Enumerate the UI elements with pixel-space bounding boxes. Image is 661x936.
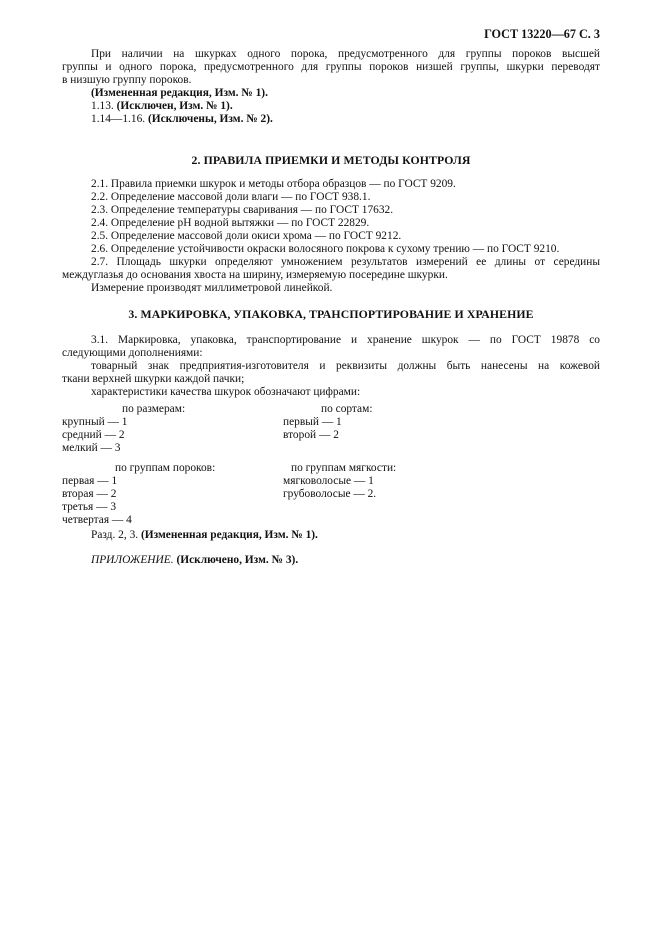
size-item: мелкий — 3 <box>62 442 121 454</box>
intro-line-1: При наличии на шкурках одного порока, предусмотренного для группы пороков высшей <box>91 48 600 60</box>
item-2-4: 2.4. Определение pH водной вытяжки — по ГОСТ 22829. <box>91 217 370 229</box>
page-header: ГОСТ 13220—67 С. 3 <box>484 27 600 41</box>
intro-line-2: группы и одного порока, предусмотренного для группы пороков низшей группы, шкурки переводят <box>62 61 600 73</box>
section-3-body <box>62 334 600 399</box>
appendix-note: ПРИЛОЖЕНИЕ. (Исключено, Изм. № 3). <box>91 554 299 566</box>
item-2-7-line-2: междуглазья до основания хвоста на ширину, измеряемую посередине шкурки. <box>62 269 448 281</box>
size-item: средний — 2 <box>62 429 125 441</box>
sort-item: первый — 1 <box>283 416 342 428</box>
measure-note: Измерение производят миллиметровой линейкой. <box>91 282 333 294</box>
defect-item: первая — 1 <box>62 475 118 487</box>
item-2-2: 2.2. Определение массовой доли влаги — по ГОСТ 938.1. <box>91 191 371 203</box>
quality-intro: характеристики качества шкурок обозначают цифрами: <box>91 386 361 398</box>
defect-item: третья — 3 <box>62 501 117 513</box>
size-item: крупный — 1 <box>62 416 128 428</box>
softness-item: грубоволосые — 2. <box>283 488 377 500</box>
intro-block <box>62 48 600 126</box>
sizes-sorts-table <box>62 403 600 455</box>
section-3-revision: Разд. 2, 3. (Измененная редакция, Изм. № 1). <box>91 529 318 541</box>
item-2-7-line-1: 2.7. Площадь шкурки определяют умножением результатов измерений ее длины от середины <box>91 256 600 268</box>
defects-header: по группам пороков: <box>115 462 216 474</box>
trademark-line-2: ткани верхней шкурки каждой пачки; <box>62 373 245 385</box>
item-2-5: 2.5. Определение массовой доли окиси хрома — по ГОСТ 9212. <box>91 230 402 242</box>
defects-softness-table <box>62 462 600 542</box>
sort-item: второй — 2 <box>283 429 339 441</box>
sizes-header: по размерам: <box>122 403 186 415</box>
section-2-title: 2. ПРАВИЛА ПРИЕМКИ И МЕТОДЫ КОНТРОЛЯ <box>191 153 471 167</box>
softness-header: по группам мягкости: <box>291 462 397 474</box>
section-3-title: 3. МАРКИРОВКА, УПАКОВКА, ТРАНСПОРТИРОВАНИЕ И ХРАНЕНИЕ <box>128 307 534 321</box>
defect-item: вторая — 2 <box>62 488 117 500</box>
softness-item: мягковолосые — 1 <box>283 475 374 487</box>
sorts-header: по сортам: <box>321 403 373 415</box>
document-page <box>62 0 600 936</box>
item-1-13: 1.13. (Исключен, Изм. № 1). <box>91 100 233 112</box>
item-2-3: 2.3. Определение температуры сваривания — по ГОСТ 17632. <box>91 204 394 216</box>
item-3-1-line-2: следующими дополнениями: <box>62 347 203 359</box>
trademark-line-1: товарный знак предприятия-изготовителя и реквизиты должны быть нанесены на кожевой <box>91 360 600 372</box>
item-1-14: 1.14—1.16. (Исключены, Изм. № 2). <box>91 113 273 125</box>
defect-item: четвертая — 4 <box>62 514 132 526</box>
section-2-body <box>62 178 600 295</box>
intro-line-3: в низшую группу пороков. <box>62 74 192 86</box>
item-2-6: 2.6. Определение устойчивости окраски волосяного покрова к сухому трению — по ГОСТ 9210. <box>91 243 560 255</box>
item-2-1: 2.1. Правила приемки шкурок и методы отбора образцов — по ГОСТ 9209. <box>91 178 456 190</box>
item-3-1-line-1: 3.1. Маркировка, упаковка, транспортирование и хранение шкурок — по ГОСТ 19878 со <box>91 334 600 346</box>
intro-revision: (Измененная редакция, Изм. № 1). <box>91 87 268 99</box>
